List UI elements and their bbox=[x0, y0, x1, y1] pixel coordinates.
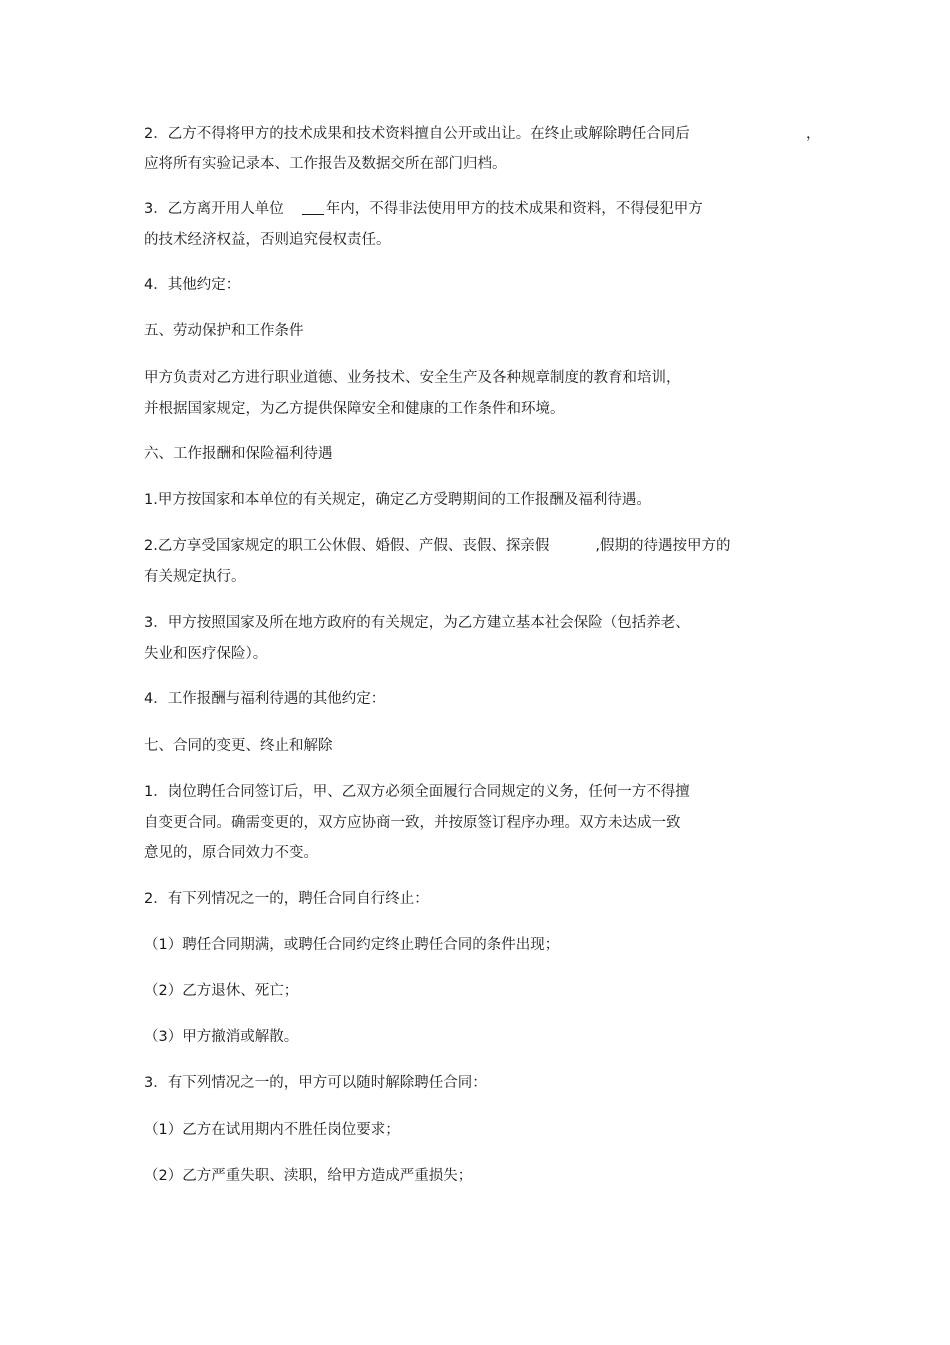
section-7-item-2-sub-1: （1）聘任合同期满，或聘任合同约定终止聘任合同的条件出现； bbox=[144, 937, 560, 953]
section-5-heading: 五、劳动保护和工作条件 bbox=[144, 323, 304, 339]
paragraph-3-line-1 bbox=[144, 199, 703, 219]
fill-in-blank bbox=[302, 200, 324, 215]
section-7-item-2: 2．有下列情况之一的，聘任合同自行终止： bbox=[144, 891, 429, 907]
paragraph-2-line-1: 2．乙方不得将甲方的技术成果和技术资料擅自公开或出让。在终止或解除聘任合同后 bbox=[144, 126, 690, 142]
paragraph-3-line-1-end: 年内，不得非法使用甲方的技术成果和资料，不得侵犯甲方 bbox=[325, 201, 703, 217]
section-6-item-2-line-1 bbox=[144, 536, 730, 556]
section-5-line-1: 甲方负责对乙方进行职业道德、业务技术、安全生产及各种规章制度的教育和培训， bbox=[144, 370, 681, 386]
section-5-line-2: 并根据国家规定，为乙方提供保障安全和健康的工作条件和环境。 bbox=[144, 401, 565, 417]
paragraph-3-line-1-start: 3．乙方离开用人单位 bbox=[144, 201, 284, 217]
section-6-item-3-line-2: 失业和医疗保险）。 bbox=[144, 646, 268, 662]
section-6-heading: 六、工作报酬和保险福利待遇 bbox=[144, 446, 333, 462]
section-7-item-2-sub-2: （2）乙方退休、死亡； bbox=[144, 983, 299, 999]
paragraph-2-line-2: 应将所有实验记录本、工作报告及数据交所在部门归档。 bbox=[144, 156, 507, 172]
section-6-item-2-start: 2.乙方享受国家规定的职工公休假、婚假、产假、丧假、探亲假 bbox=[144, 538, 550, 554]
paragraph-3-line-2: 的技术经济权益，否则追究侵权责任。 bbox=[144, 232, 391, 248]
section-7-item-1-line-2: 自变更合同。确需变更的，双方应协商一致，并按原签订程序办理。双方未达成一致 bbox=[144, 815, 681, 831]
paragraph-2-comma: ， bbox=[806, 126, 821, 142]
section-6-item-2-line-2: 有关规定执行。 bbox=[144, 569, 246, 585]
section-7-item-3-sub-1: （1）乙方在试用期内不胜任岗位要求； bbox=[144, 1122, 400, 1138]
section-7-item-1-line-1: 1．岗位聘任合同签订后，甲、乙双方必须全面履行合同规定的义务，任何一方不得擅 bbox=[144, 784, 690, 800]
section-6-item-3-line-1: 3．甲方按照国家及所在地方政府的有关规定，为乙方建立基本社会保险（包括养老、 bbox=[144, 615, 690, 631]
section-7-item-2-sub-3: （3）甲方撤消或解散。 bbox=[144, 1029, 299, 1045]
section-6-item-1: 1.甲方按国家和本单位的有关规定，确定乙方受聘期间的工作报酬及福利待遇。 bbox=[144, 492, 651, 508]
section-6-item-4: 4．工作报酬与福利待遇的其他约定： bbox=[144, 691, 386, 707]
section-7-heading: 七、合同的变更、终止和解除 bbox=[144, 738, 333, 754]
section-7-item-3-sub-2: （2）乙方严重失职、渎职，给甲方造成严重损失； bbox=[144, 1168, 473, 1184]
section-7-item-3: 3．有下列情况之一的，甲方可以随时解除聘任合同： bbox=[144, 1075, 487, 1091]
section-7-item-1-line-3: 意见的，原合同效力不变。 bbox=[144, 845, 318, 861]
section-6-item-2-end: ,假期的待遇按甲方的 bbox=[595, 538, 731, 554]
paragraph-4: 4．其他约定： bbox=[144, 277, 241, 293]
